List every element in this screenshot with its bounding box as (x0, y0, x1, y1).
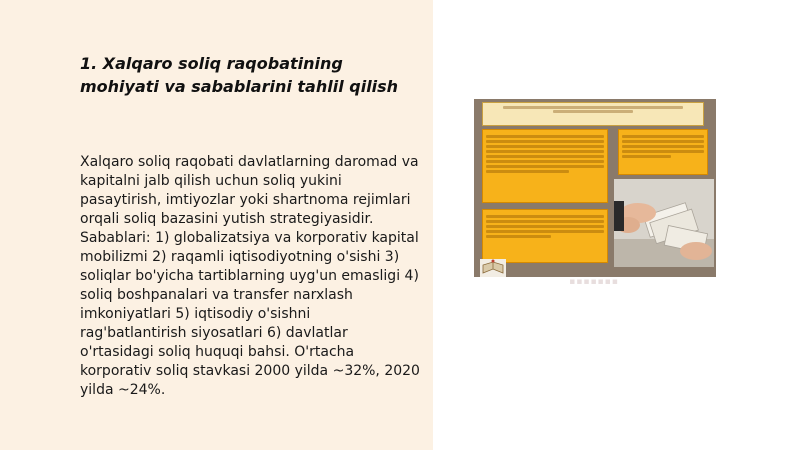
slide-header (482, 102, 704, 126)
slide-box-reasons (482, 129, 608, 203)
slide-watermark: ▪▪▪▪▪▪▪ (569, 277, 619, 287)
book-logo-icon (480, 259, 506, 277)
body-paragraph: Xalqaro soliq raqobati davlatlarning daromad va kapitalni jalb qilish uchun soliq yukini pasaytirish, imtiyozlar yoki shartnoma rejimlari orqali soliq bazasini yutish strategiyasidir. Sabablari: 1) globalizatsiya va korporativ kapital mobilizmi 2) raqamli iqtisodiyotning o'sishi 3) soliqlar bo'yicha tartiblarning uyg'un emasligi 4) soliq boshpanalari va transfer narxlash imkoniyatlari 5) iqtisodiy o'sishni rag'batlantirish siyosatlari 6) davlatlar o'rtasidagi soliq huquqi bahsi. O'rtacha korporativ soliq stavkasi 2000 yilda ~32%, 2020 yilda ~24%. (80, 154, 420, 398)
slide-image (474, 99, 716, 289)
page-title: 1. Xalqaro soliq raqobatining mohiyati va sabablarini tahlil qilish (80, 54, 399, 96)
hands-with-banknotes-image (614, 179, 714, 267)
slide-box-rates (618, 129, 708, 175)
slide-frame (474, 99, 716, 277)
slide-box-effects (482, 209, 608, 263)
